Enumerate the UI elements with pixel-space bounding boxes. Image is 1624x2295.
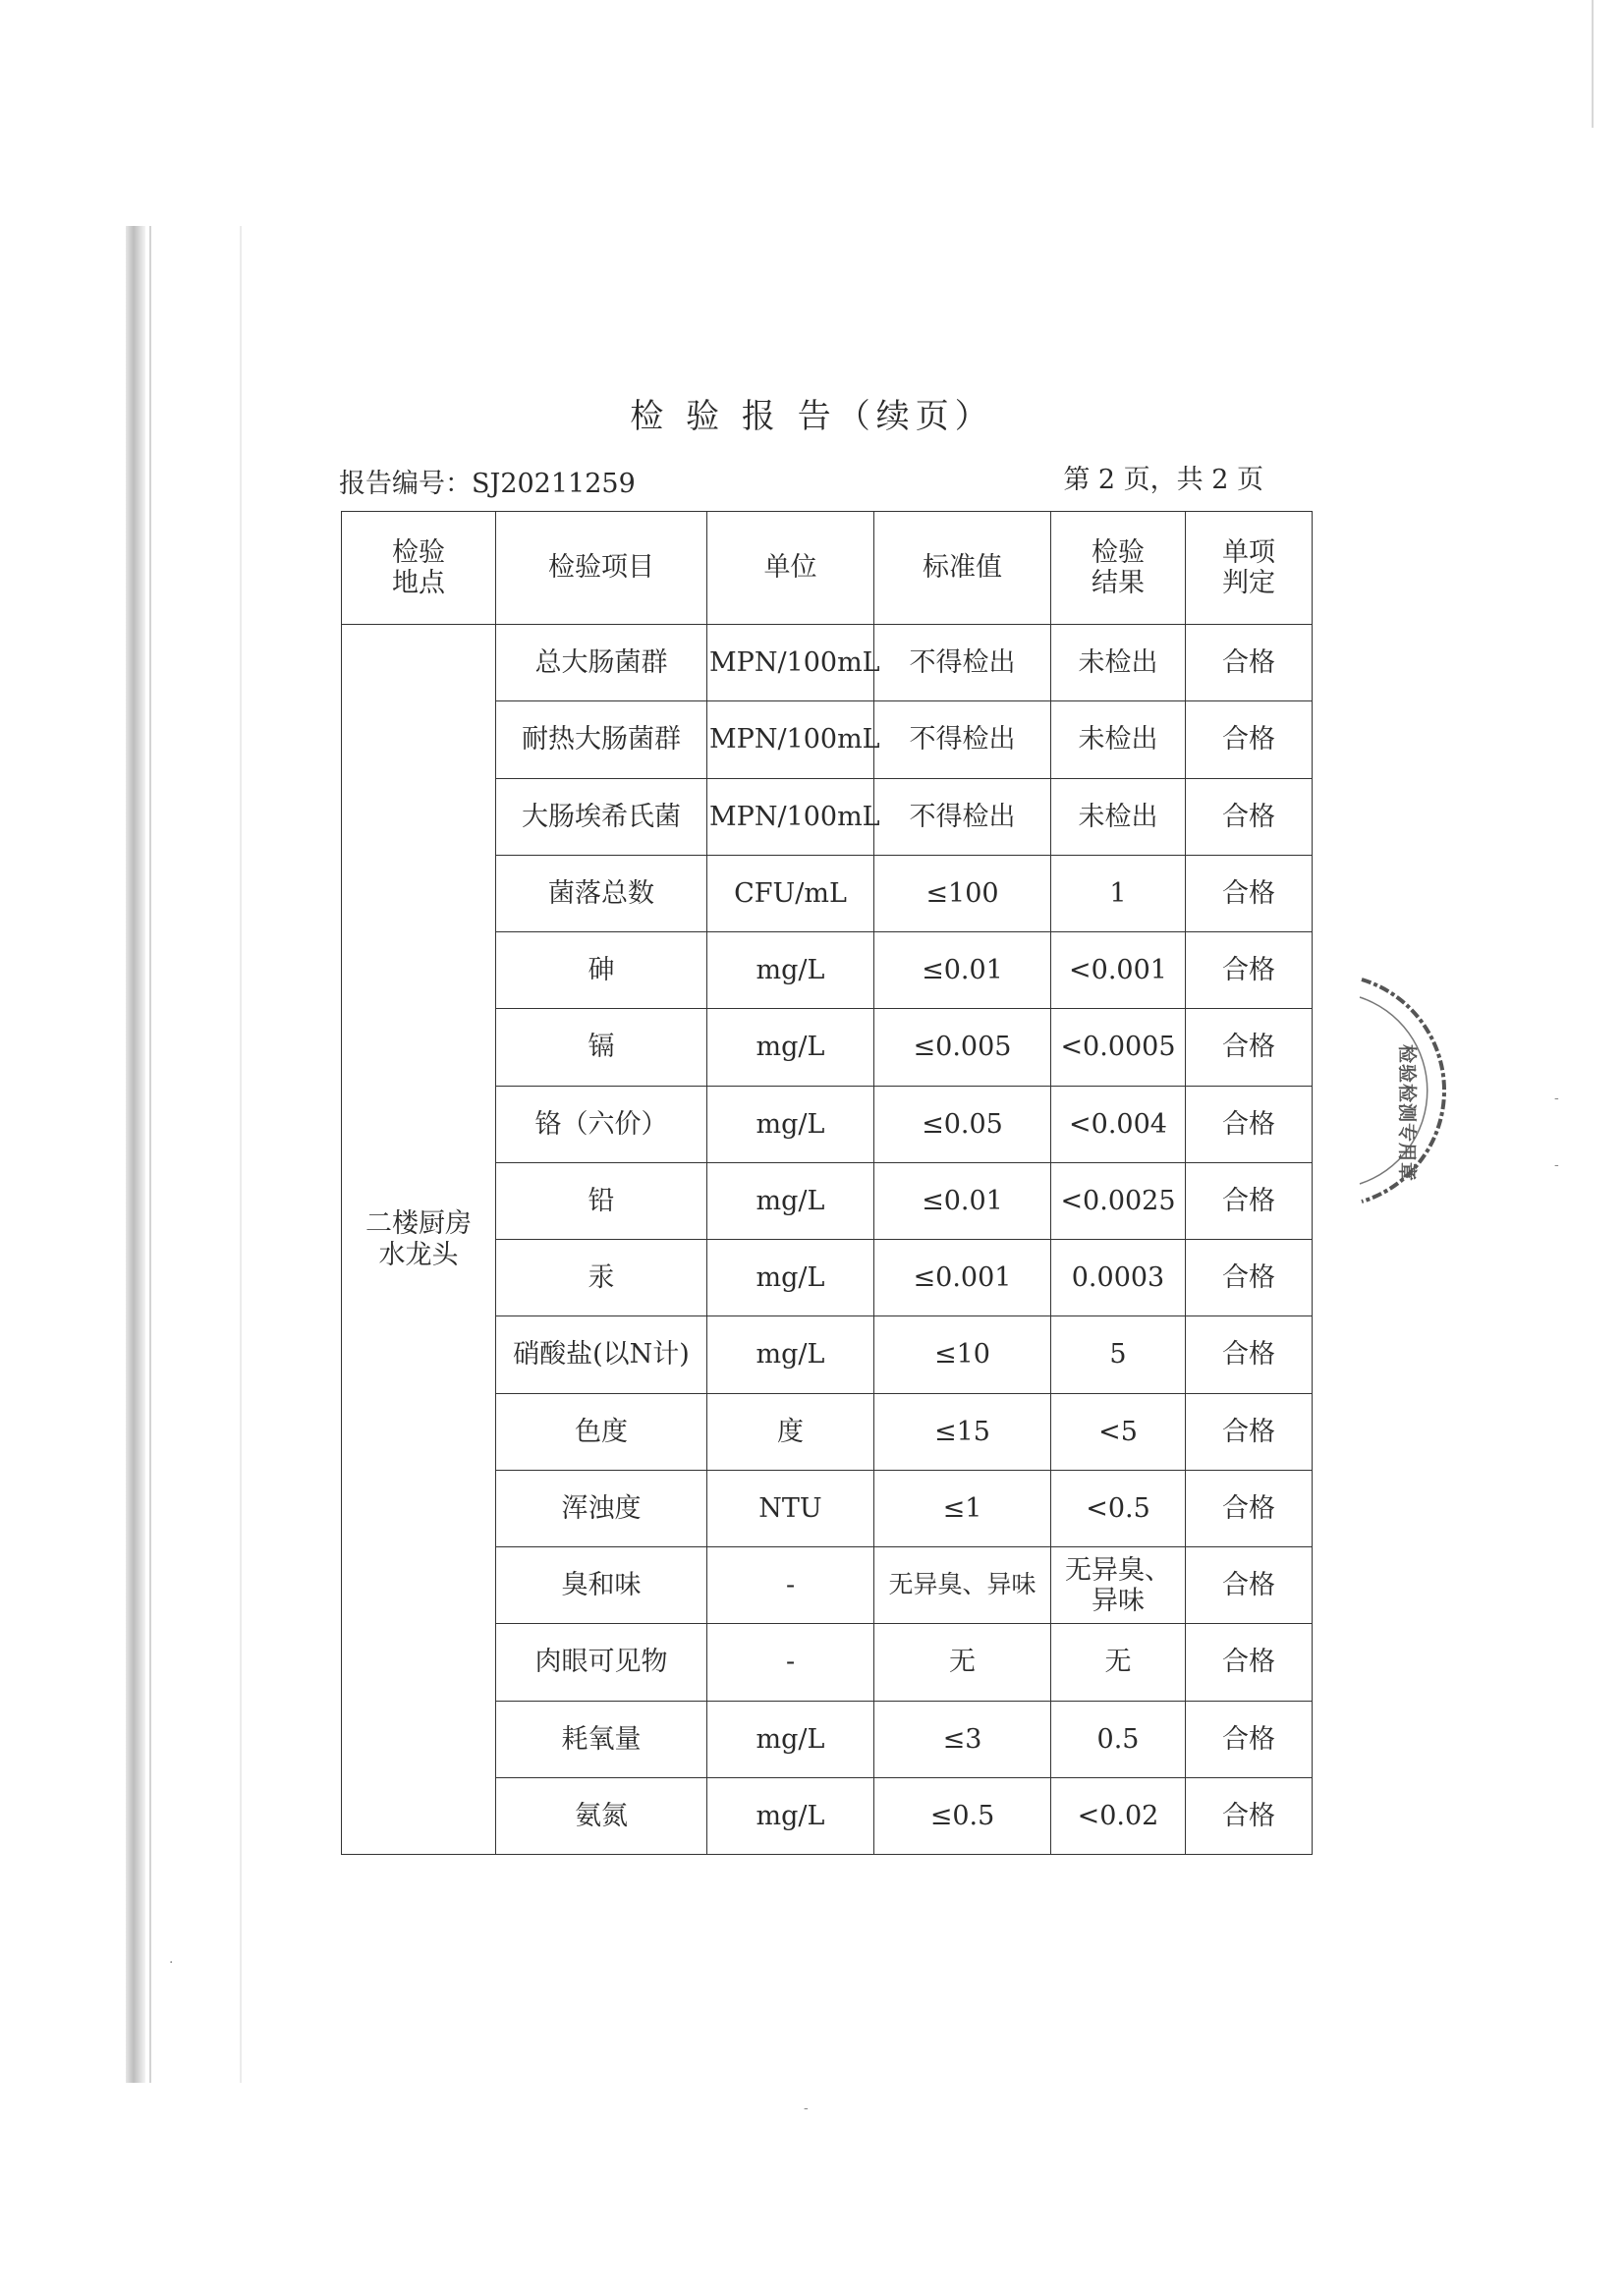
- result-cell: 无: [1051, 1624, 1186, 1701]
- margin-mark: -: [1554, 1091, 1559, 1106]
- unit-cell: mg/L: [707, 1086, 874, 1162]
- standard-cell: 不得检出: [874, 778, 1051, 855]
- unit-cell: mg/L: [707, 1240, 874, 1316]
- unit-cell: MPN/100mL: [707, 625, 874, 701]
- scan-shadow-left: [126, 226, 145, 2083]
- standard-cell: ≤0.5: [874, 1777, 1051, 1854]
- unit-cell: mg/L: [707, 1701, 874, 1777]
- seal-text: 检验检测专用章: [1396, 1044, 1418, 1183]
- unit-cell: mg/L: [707, 1009, 874, 1086]
- verdict-cell: 合格: [1186, 1240, 1313, 1316]
- item-cell: 总大肠菌群: [496, 625, 707, 701]
- report-title: 检 验 报 告（续页）: [630, 397, 994, 436]
- item-cell: 浑浊度: [496, 1470, 707, 1546]
- result-cell: 5: [1051, 1316, 1186, 1393]
- header-item: 检验项目: [496, 512, 707, 625]
- result-cell: 0.0003: [1051, 1240, 1186, 1316]
- standard-cell: ≤0.05: [874, 1086, 1051, 1162]
- standard-cell: ≤1: [874, 1470, 1051, 1546]
- item-cell: 铅: [496, 1162, 707, 1239]
- item-cell: 耗氧量: [496, 1701, 707, 1777]
- item-cell: 色度: [496, 1393, 707, 1470]
- standard-cell: ≤0.01: [874, 932, 1051, 1009]
- standard-cell: 无异臭、异味: [874, 1547, 1051, 1624]
- header-verdict: 单项判定: [1186, 512, 1313, 625]
- verdict-cell: 合格: [1186, 1701, 1313, 1777]
- standard-cell: ≤10: [874, 1316, 1051, 1393]
- result-cell: 0.5: [1051, 1701, 1186, 1777]
- inspection-seal: [1354, 968, 1462, 1213]
- unit-cell: mg/L: [707, 1316, 874, 1393]
- verdict-cell: 合格: [1186, 625, 1313, 701]
- location-cell: 二楼厨房水龙头: [342, 625, 496, 1855]
- result-cell: <0.02: [1051, 1777, 1186, 1854]
- margin-mark: -: [1554, 1157, 1559, 1173]
- unit-cell: mg/L: [707, 932, 874, 1009]
- verdict-cell: 合格: [1186, 1777, 1313, 1854]
- header-standard: 标准值: [874, 512, 1051, 625]
- table-row: [342, 625, 1313, 701]
- verdict-cell: 合格: [1186, 1393, 1313, 1470]
- result-cell: <5: [1051, 1393, 1186, 1470]
- verdict-cell: 合格: [1186, 701, 1313, 778]
- verdict-cell: 合格: [1186, 1624, 1313, 1701]
- verdict-cell: 合格: [1186, 1316, 1313, 1393]
- verdict-cell: 合格: [1186, 1162, 1313, 1239]
- unit-cell: mg/L: [707, 1777, 874, 1854]
- report-number-value: SJ20211259: [472, 469, 636, 499]
- page-indicator: 第 2 页，共 2 页: [1063, 465, 1263, 495]
- item-cell: 镉: [496, 1009, 707, 1086]
- item-cell: 砷: [496, 932, 707, 1009]
- result-cell: 未检出: [1051, 778, 1186, 855]
- scan-line-left: [149, 226, 151, 2083]
- item-cell: 菌落总数: [496, 855, 707, 931]
- scan-line-inner: [240, 226, 242, 2083]
- verdict-cell: 合格: [1186, 1009, 1313, 1086]
- item-cell: 汞: [496, 1240, 707, 1316]
- header-result: 检验结果: [1051, 512, 1186, 625]
- unit-cell: -: [707, 1547, 874, 1624]
- standard-cell: ≤0.001: [874, 1240, 1051, 1316]
- verdict-cell: 合格: [1186, 1547, 1313, 1624]
- verdict-cell: 合格: [1186, 778, 1313, 855]
- unit-cell: mg/L: [707, 1162, 874, 1239]
- item-cell: 大肠埃希氏菌: [496, 778, 707, 855]
- item-cell: 硝酸盐(以N计): [496, 1316, 707, 1393]
- header-location: 检验地点: [342, 512, 496, 625]
- result-cell: <0.001: [1051, 932, 1186, 1009]
- result-cell: 无异臭、异味: [1051, 1547, 1186, 1624]
- item-cell: 铬（六价）: [496, 1086, 707, 1162]
- scan-line-top-right: [1592, 0, 1594, 128]
- standard-cell: ≤100: [874, 855, 1051, 931]
- unit-cell: NTU: [707, 1470, 874, 1546]
- inspection-table: [341, 511, 1313, 1855]
- margin-mark: -: [804, 2100, 809, 2116]
- item-cell: 氨氮: [496, 1777, 707, 1854]
- report-number-label: 报告编号：: [339, 469, 472, 499]
- unit-cell: 度: [707, 1393, 874, 1470]
- standard-cell: ≤0.005: [874, 1009, 1051, 1086]
- unit-cell: MPN/100mL: [707, 778, 874, 855]
- result-cell: 1: [1051, 855, 1186, 931]
- item-cell: 臭和味: [496, 1547, 707, 1624]
- standard-cell: ≤3: [874, 1701, 1051, 1777]
- table-header-row: [342, 512, 1313, 625]
- report-number: [339, 462, 636, 500]
- result-cell: <0.004: [1051, 1086, 1186, 1162]
- unit-cell: CFU/mL: [707, 855, 874, 931]
- standard-cell: ≤15: [874, 1393, 1051, 1470]
- item-cell: 耐热大肠菌群: [496, 701, 707, 778]
- result-cell: 未检出: [1051, 701, 1186, 778]
- result-cell: <0.0005: [1051, 1009, 1186, 1086]
- result-cell: 未检出: [1051, 625, 1186, 701]
- result-cell: <0.0025: [1051, 1162, 1186, 1239]
- result-cell: <0.5: [1051, 1470, 1186, 1546]
- verdict-cell: 合格: [1186, 855, 1313, 931]
- margin-mark: ·: [169, 1955, 174, 1971]
- standard-cell: ≤0.01: [874, 1162, 1051, 1239]
- verdict-cell: 合格: [1186, 1470, 1313, 1546]
- standard-cell: 无: [874, 1624, 1051, 1701]
- unit-cell: -: [707, 1624, 874, 1701]
- header-unit: 单位: [707, 512, 874, 625]
- standard-cell: 不得检出: [874, 701, 1051, 778]
- unit-cell: MPN/100mL: [707, 701, 874, 778]
- verdict-cell: 合格: [1186, 1086, 1313, 1162]
- item-cell: 肉眼可见物: [496, 1624, 707, 1701]
- verdict-cell: 合格: [1186, 932, 1313, 1009]
- standard-cell: 不得检出: [874, 625, 1051, 701]
